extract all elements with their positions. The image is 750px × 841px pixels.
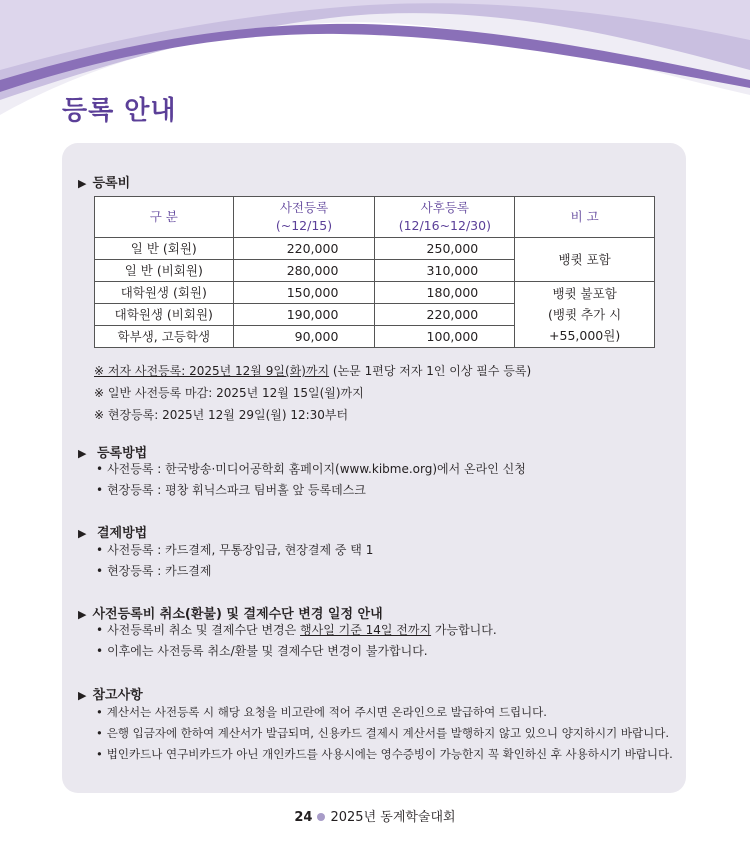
table-row (95, 238, 655, 260)
list-item: • 현장등록 : 평창 휘닉스파크 팀버홀 앞 등록데스크 (96, 480, 526, 501)
footer-event-name: 2025년 동계학술대회 (330, 810, 456, 825)
payment-section-heading (78, 522, 147, 541)
note-banquet-included: 뱅큇 포함 (515, 238, 655, 282)
method-heading-label: 등록방법 (97, 446, 148, 461)
row-pre-fee: 220,000 (233, 238, 375, 260)
page-footer (0, 806, 750, 825)
row-pre-fee: 280,000 (233, 260, 375, 282)
row-category: 일 반 (비회원) (95, 260, 234, 282)
refund-list (96, 620, 497, 662)
page-title: 등록 안내 (62, 96, 177, 126)
note-onsite-registration: ※ 현장등록: 2025년 12월 29일(월) 12:30부터 (94, 408, 349, 422)
row-category: 대학원생 (비회원) (95, 304, 234, 326)
list-item: • 현장등록 : 카드결제 (96, 561, 373, 582)
triangle-bullet-icon: ▶ (78, 177, 87, 190)
header-post-registration: 사후등록 (12/16~12/30) (375, 197, 515, 238)
row-pre-fee: 190,000 (233, 304, 375, 326)
row-post-fee: 250,000 (375, 238, 515, 260)
fee-notes (94, 360, 531, 426)
page-number: 24 (294, 810, 313, 825)
dot-separator-icon (317, 813, 325, 821)
list-item: • 사전등록비 취소 및 결제수단 변경은 행사일 기준 14일 전까지 가능합니다. (96, 620, 497, 641)
list-item: • 이후에는 사전등록 취소/환불 및 결제수단 변경이 불가합니다. (96, 641, 497, 662)
row-post-fee: 310,000 (375, 260, 515, 282)
row-post-fee: 100,000 (375, 326, 515, 348)
list-item: • 법인카드나 연구비카드가 아닌 개인카드를 사용시에는 영수증빙이 가능한지 꼭 확인하신 후 사용하시기 바랍니다. (96, 744, 673, 765)
header-pre-registration: 사전등록 (~12/15) (233, 197, 375, 238)
note-banquet-excluded: 뱅큇 불포함 (뱅큇 추가 시 +55,000원) (515, 282, 655, 348)
row-category: 일 반 (회원) (95, 238, 234, 260)
row-category: 대학원생 (회원) (95, 282, 234, 304)
refund-heading-label: 사전등록비 취소(환불) 및 결제수단 변경 일정 안내 (92, 607, 383, 622)
header-note: 비 고 (515, 197, 655, 238)
row-category: 학부생, 고등학생 (95, 326, 234, 348)
fee-heading-label: 등록비 (92, 176, 131, 191)
list-item: • 계산서는 사전등록 시 해당 요청을 비고란에 적어 주시면 온라인으로 발급하여 드립니다. (96, 702, 673, 723)
list-item: • 사전등록 : 한국방송·미디어공학회 홈페이지(www.kibme.org)에서 온라인 신청 (96, 459, 526, 480)
fee-table (94, 196, 655, 348)
header-category: 구 분 (95, 197, 234, 238)
fee-table-header-row (95, 197, 655, 238)
note-general-deadline: ※ 일반 사전등록 마감: 2025년 12월 15일(월)까지 (94, 386, 364, 400)
row-pre-fee: 150,000 (233, 282, 375, 304)
row-post-fee: 220,000 (375, 304, 515, 326)
table-row (95, 282, 655, 304)
row-pre-fee: 90,000 (233, 326, 375, 348)
reference-heading-label: 참고사항 (92, 688, 143, 703)
reference-section-heading (78, 684, 143, 703)
triangle-bullet-icon: ▶ (78, 527, 87, 540)
list-item: • 은행 입금자에 한하여 계산서가 발급되며, 신용카드 결제시 계산서를 발행하지 않고 있으니 양지하시기 바랍니다. (96, 723, 673, 744)
row-post-fee: 180,000 (375, 282, 515, 304)
payment-list (96, 540, 373, 582)
method-list (96, 459, 526, 501)
triangle-bullet-icon: ▶ (78, 447, 87, 460)
triangle-bullet-icon: ▶ (78, 689, 87, 702)
triangle-bullet-icon: ▶ (78, 608, 87, 621)
list-item: • 사전등록 : 카드결제, 무통장입금, 현장결제 중 택 1 (96, 540, 373, 561)
payment-heading-label: 결제방법 (97, 526, 148, 541)
fee-section-heading (78, 172, 130, 191)
note-author-registration: ※ 저자 사전등록: 2025년 12월 9일(화)까지 (논문 1편당 저자 1인 이상 필수 등록) (94, 364, 532, 378)
reference-list (96, 702, 673, 765)
